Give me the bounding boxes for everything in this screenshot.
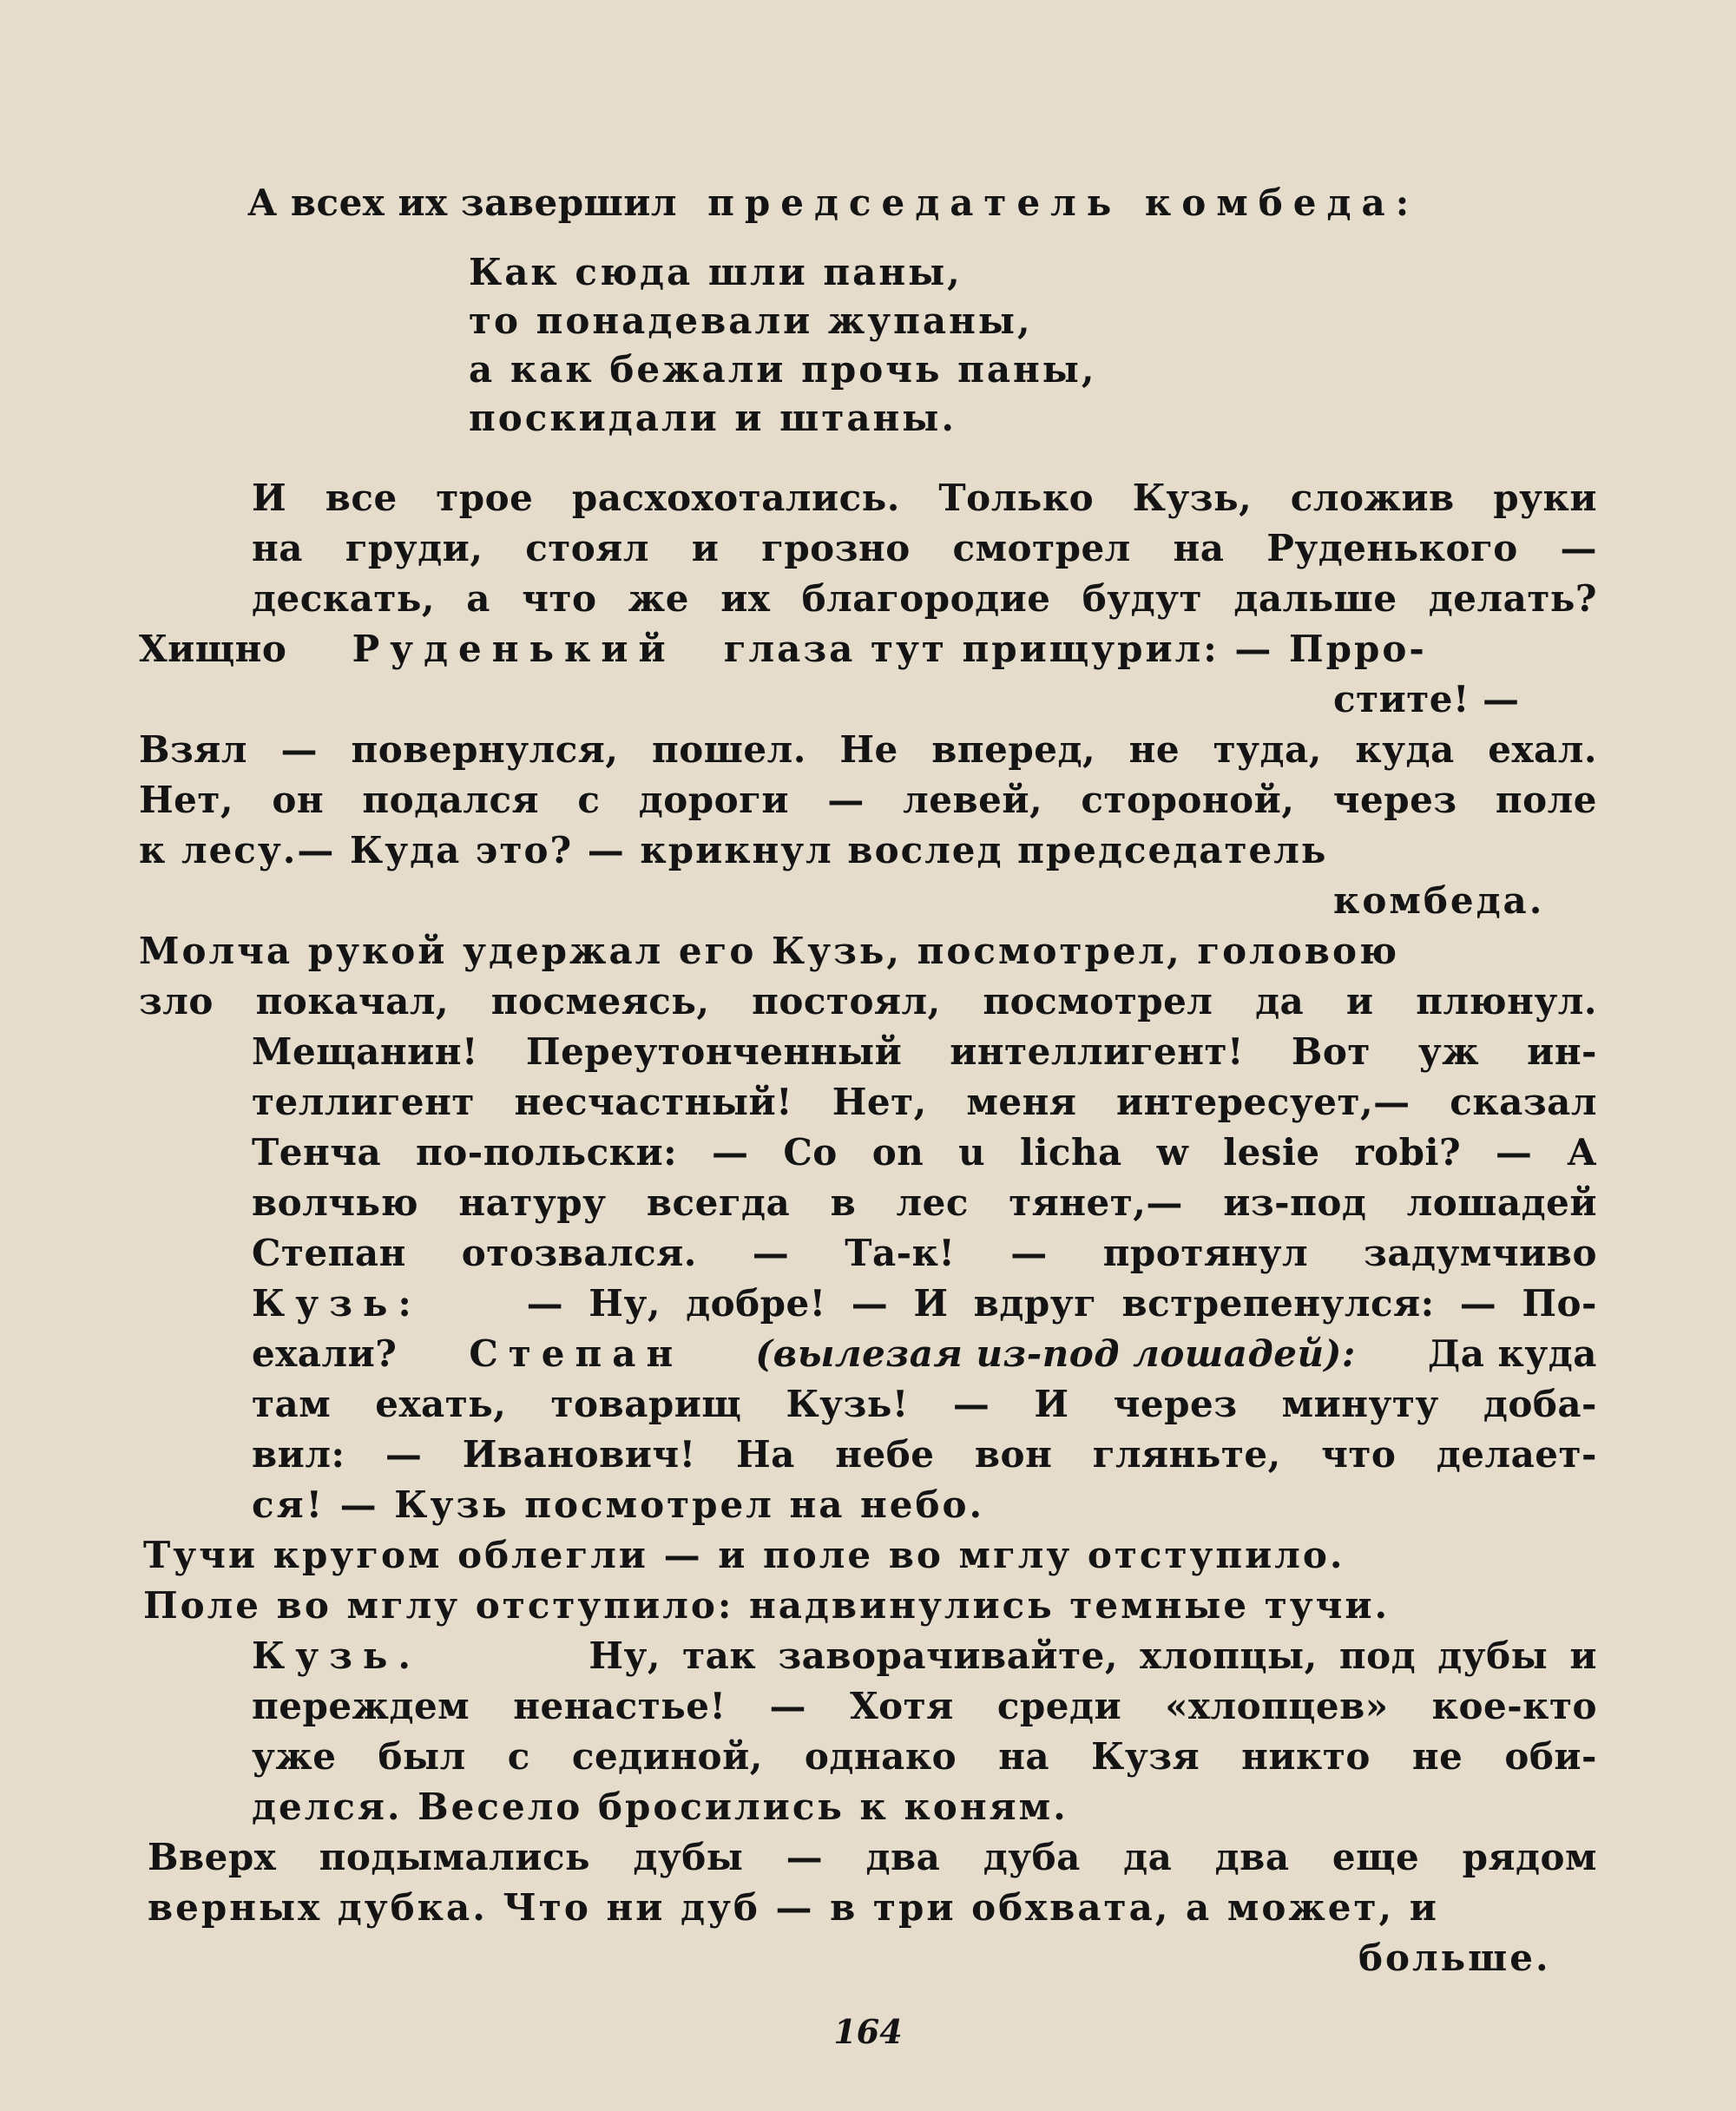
text-line: больше. [1358, 1937, 1551, 1979]
text-line: Мещанин! Переутонченный интеллигент! Вот уж ин- [252, 1030, 1597, 1073]
text-line: Тучи кругом облегли — и поле во мглу отступило. [143, 1534, 1345, 1576]
text-line: Нет, он подался с дороги — левей, стороной, через поле [139, 779, 1597, 821]
text-segment: А всех их завершил [247, 181, 677, 224]
text-line: переждем ненастье! — Хотя среди «хлопцев» кое-кто [252, 1685, 1597, 1727]
text-line [252, 1330, 1597, 1378]
speaker-name: Кузь. [252, 1634, 422, 1677]
text-line [252, 1632, 1597, 1680]
verse-line: Как сюда шли паны, [469, 251, 963, 293]
text-line: на груди, стоял и грозно смотрел на Руденького — [252, 527, 1597, 569]
text-line [139, 625, 1536, 674]
text-line: Молча рукой удержал его Кузь, посмотрел, головою [139, 930, 1400, 972]
text-line: дескать, а что же их благородие будут дальше делать? [252, 577, 1597, 620]
text-line: верных дубка. Что ни дуб — в три обхвата, а может, и [148, 1886, 1439, 1929]
page-number: 164 [833, 2012, 903, 2051]
text-segment: Да куда [1427, 1332, 1597, 1375]
text-line: делся. Весело бросились к коням. [252, 1785, 1069, 1828]
text-line: уже был с сединой, однако на Кузя никто не оби- [252, 1735, 1597, 1778]
text-line: ся! — Кузь посмотрел на небо. [252, 1483, 985, 1526]
text-segment: Ну, так заворачивайте, хлопцы, под дубы и [589, 1634, 1597, 1677]
text-segment: глаза тут прищурил: — Прро- [723, 628, 1427, 670]
speaker-name: Руденький [352, 628, 676, 670]
text-line: вил: — Иванович! На небе вон гляньте, что делает- [252, 1433, 1597, 1476]
verse-line: поскидали и штаны. [469, 397, 957, 439]
text-line: И все трое расхохотались. Только Кузь, сложив руки [252, 477, 1597, 519]
text-line: Взял — повернулся, пошел. Не вперед, не туда, куда ехал. [139, 728, 1597, 771]
text-line: комбеда. [1333, 879, 1545, 922]
text-segment: ехали? [252, 1332, 398, 1375]
text-line: зло покачал, посмеясь, постоял, посмотрел да и плюнул. [139, 980, 1597, 1023]
speaker-name: председатель комбеда: [707, 181, 1420, 224]
text-line: Степан отозвался. — Та-к! — протянул задумчиво [252, 1232, 1597, 1274]
verse-line: то понадевали жупаны, [469, 299, 1033, 342]
speaker-name: Кузь: [252, 1282, 422, 1325]
verse-line: а как бежали прочь паны, [469, 348, 1097, 391]
text-line: стите! — [1333, 678, 1520, 720]
text-line [247, 179, 1593, 227]
text-line: волчью натуру всегда в лес тянет,— из-под лошадей [252, 1181, 1597, 1224]
text-line: там ехать, товарищ Кузь! — И через минуту доба- [252, 1383, 1597, 1425]
text-line: Тенча по-польски: — Co on u licha w lesie robi? — А [252, 1131, 1597, 1174]
text-line: Поле во мглу отступило: надвинулись темные тучи. [143, 1584, 1391, 1627]
text-segment: Хищно [139, 628, 287, 670]
text-line: теллигент несчастный! Нет, меня интересует,— сказал [252, 1081, 1597, 1123]
text-line: к лесу.— Куда это? — крикнул вослед председатель [139, 829, 1328, 871]
text-segment: — Ну, добре! — И вдруг встрепенулся: — По- [526, 1282, 1597, 1325]
text-line [252, 1279, 1597, 1328]
stage-direction: (вылезая из-под лошадей): [755, 1332, 1356, 1375]
text-line: Вверх подымались дубы — два дуба да два еще рядом [148, 1836, 1597, 1878]
speaker-name: Степан [469, 1332, 684, 1375]
